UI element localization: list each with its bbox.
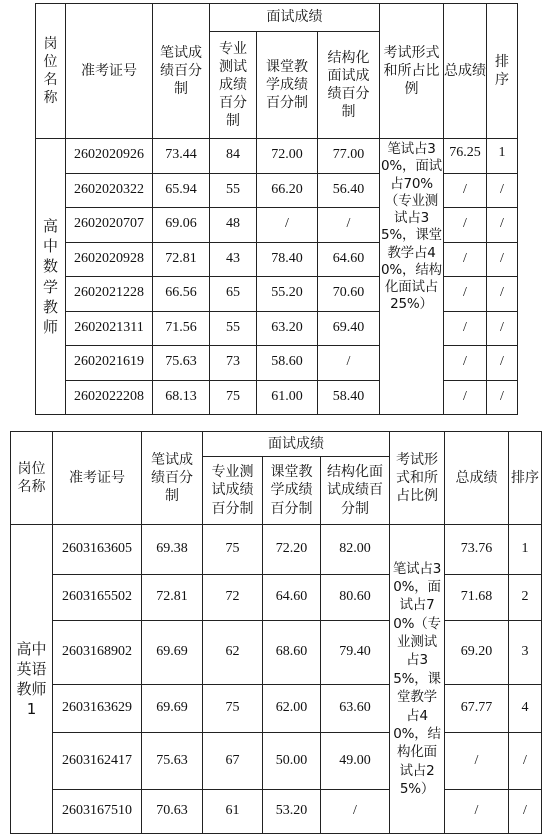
written-score: 75.63 <box>142 733 203 790</box>
header-lesson: 课堂教学成绩百分制 <box>263 457 321 525</box>
table-row <box>36 242 518 277</box>
total-score: 71.68 <box>445 575 509 621</box>
written-score: 70.63 <box>142 790 203 834</box>
written-score: 65.94 <box>153 173 210 208</box>
professional-score: 75 <box>210 380 257 415</box>
written-score: 75.63 <box>153 346 210 381</box>
ratio-note: 笔试占30%，面试占70%（专业测试占35%，课堂教学占40%，结构化面试占25%） <box>380 139 444 415</box>
structured-score: / <box>321 790 390 834</box>
structured-score: 82.00 <box>321 525 390 575</box>
lesson-score: 53.20 <box>263 790 321 834</box>
table-row <box>36 380 518 415</box>
rank: / <box>487 380 518 415</box>
table-row <box>36 346 518 381</box>
exam-id: 2602020926 <box>66 139 153 174</box>
written-score: 66.56 <box>153 277 210 312</box>
header-interview: 面试成绩 <box>203 432 390 457</box>
professional-score: 43 <box>210 242 257 277</box>
header-exam-id: 准考证号 <box>66 4 153 139</box>
exam-id: 2602021311 <box>66 311 153 346</box>
lesson-score: 50.00 <box>263 733 321 790</box>
lesson-score: 72.20 <box>263 525 321 575</box>
exam-id: 2603167510 <box>53 790 142 834</box>
ratio-note: 笔试占30%，面试占70%（专业测试占35%，课堂教学占40%，结构化面试占25%） <box>390 525 445 834</box>
professional-score: 72 <box>203 575 263 621</box>
written-score: 71.56 <box>153 311 210 346</box>
written-score: 72.81 <box>153 242 210 277</box>
table-row <box>36 208 518 243</box>
total-score: / <box>445 733 509 790</box>
written-score: 69.69 <box>142 685 203 733</box>
professional-score: 55 <box>210 311 257 346</box>
exam-id: 2603162417 <box>53 733 142 790</box>
written-score: 73.44 <box>153 139 210 174</box>
header-post: 岗位名称 <box>36 4 66 139</box>
exam-id: 2603163605 <box>53 525 142 575</box>
professional-score: 84 <box>210 139 257 174</box>
total-score: / <box>444 277 487 312</box>
rank: / <box>487 346 518 381</box>
lesson-score: 61.00 <box>257 380 318 415</box>
professional-score: 48 <box>210 208 257 243</box>
professional-score: 67 <box>203 733 263 790</box>
structured-score: 80.60 <box>321 575 390 621</box>
header-total: 总成绩 <box>445 432 509 525</box>
total-score: / <box>444 346 487 381</box>
rank: / <box>487 173 518 208</box>
rank: / <box>487 277 518 312</box>
professional-score: 61 <box>203 790 263 834</box>
professional-score: 75 <box>203 685 263 733</box>
rank: 1 <box>509 525 542 575</box>
structured-score: / <box>318 208 380 243</box>
header-structured: 结构化面试成绩百分制 <box>318 32 380 139</box>
exam-id: 2602020707 <box>66 208 153 243</box>
rank: / <box>487 311 518 346</box>
total-score: 73.76 <box>445 525 509 575</box>
table-row <box>11 790 542 834</box>
structured-score: 69.40 <box>318 311 380 346</box>
written-score: 68.13 <box>153 380 210 415</box>
exam-id: 2602022208 <box>66 380 153 415</box>
lesson-score: 55.20 <box>257 277 318 312</box>
header-total: 总成绩 <box>444 4 487 139</box>
exam-id: 2603163629 <box>53 685 142 733</box>
score-table-math <box>35 3 518 415</box>
professional-score: 62 <box>203 621 263 685</box>
lesson-score: 64.60 <box>263 575 321 621</box>
lesson-score: 78.40 <box>257 242 318 277</box>
total-score: / <box>444 380 487 415</box>
exam-id: 2602020322 <box>66 173 153 208</box>
header-ratio: 考试形式和所占比例 <box>380 4 444 139</box>
lesson-score: 63.20 <box>257 311 318 346</box>
structured-score: 77.00 <box>318 139 380 174</box>
total-score: 69.20 <box>445 621 509 685</box>
table-row <box>36 139 518 174</box>
total-score: 76.25 <box>444 139 487 174</box>
written-score: 69.06 <box>153 208 210 243</box>
structured-score: 58.40 <box>318 380 380 415</box>
structured-score: 56.40 <box>318 173 380 208</box>
written-score: 69.69 <box>142 621 203 685</box>
lesson-score: 66.20 <box>257 173 318 208</box>
header-written: 笔试成绩百分制 <box>142 432 203 525</box>
total-score: / <box>444 311 487 346</box>
table-row <box>11 733 542 790</box>
total-score: / <box>444 208 487 243</box>
rank: 1 <box>487 139 518 174</box>
table-row <box>36 173 518 208</box>
rank: / <box>487 208 518 243</box>
rank: / <box>487 242 518 277</box>
structured-score: 79.40 <box>321 621 390 685</box>
header-rank: 排序 <box>487 4 518 139</box>
header-post: 岗位名称 <box>11 432 53 525</box>
header-exam-id: 准考证号 <box>53 432 142 525</box>
rank: / <box>509 790 542 834</box>
total-score: / <box>445 790 509 834</box>
structured-score: 64.60 <box>318 242 380 277</box>
score-table-english <box>10 431 542 834</box>
total-score: 67.77 <box>445 685 509 733</box>
exam-id: 2602021619 <box>66 346 153 381</box>
lesson-score: 62.00 <box>263 685 321 733</box>
table-row <box>11 685 542 733</box>
lesson-score: 68.60 <box>263 621 321 685</box>
professional-score: 73 <box>210 346 257 381</box>
lesson-score: / <box>257 208 318 243</box>
header-interview: 面试成绩 <box>210 4 380 32</box>
exam-id: 2603165502 <box>53 575 142 621</box>
header-ratio: 考试形式和所占比例 <box>390 432 445 525</box>
rank: / <box>509 733 542 790</box>
total-score: / <box>444 173 487 208</box>
total-score: / <box>444 242 487 277</box>
table-row <box>36 277 518 312</box>
lesson-score: 58.60 <box>257 346 318 381</box>
exam-id: 2602021228 <box>66 277 153 312</box>
professional-score: 65 <box>210 277 257 312</box>
structured-score: 70.60 <box>318 277 380 312</box>
professional-score: 75 <box>203 525 263 575</box>
table-row <box>36 311 518 346</box>
exam-id: 2603168902 <box>53 621 142 685</box>
rank: 4 <box>509 685 542 733</box>
written-score: 69.38 <box>142 525 203 575</box>
professional-score: 55 <box>210 173 257 208</box>
post-name: 高中数学教师 <box>36 139 66 415</box>
structured-score: 49.00 <box>321 733 390 790</box>
header-structured: 结构化面试成绩百分制 <box>321 457 390 525</box>
rank: 3 <box>509 621 542 685</box>
structured-score: / <box>318 346 380 381</box>
header-written: 笔试成绩百分制 <box>153 4 210 139</box>
rank: 2 <box>509 575 542 621</box>
table-row <box>11 621 542 685</box>
post-name: 高中英语教师1 <box>11 525 53 834</box>
header-professional: 专业测试成绩百分制 <box>210 32 257 139</box>
exam-id: 2602020928 <box>66 242 153 277</box>
header-professional: 专业测试成绩百分制 <box>203 457 263 525</box>
lesson-score: 72.00 <box>257 139 318 174</box>
structured-score: 63.60 <box>321 685 390 733</box>
header-rank: 排序 <box>509 432 542 525</box>
table-row <box>11 575 542 621</box>
header-lesson: 课堂教学成绩百分制 <box>257 32 318 139</box>
written-score: 72.81 <box>142 575 203 621</box>
table-row <box>11 525 542 575</box>
